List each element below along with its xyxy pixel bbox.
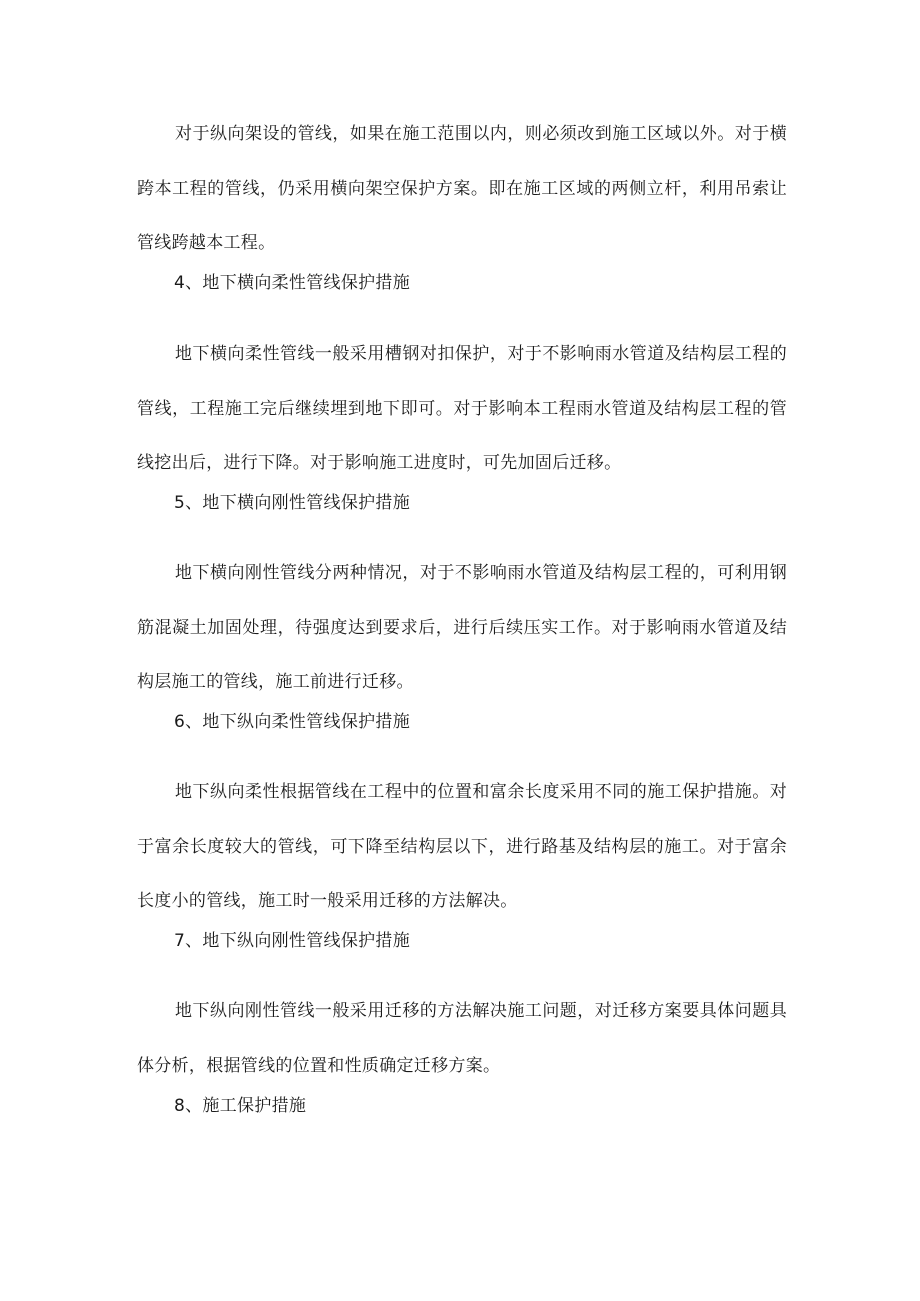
- paragraph-longitudinal-flexible: 地下纵向柔性根据管线在工程中的位置和富余长度采用不同的施工保护措施。对于富余长度较大的管线，可下降至结构层以下，进行路基及结构层的施工。对于富余长度小的管线，施工时一般采用迁移的方法解决。: [137, 782, 787, 911]
- paragraph-longitudinal-rigid: 地下纵向刚性管线一般采用迁移的方法解决施工问题，对迁移方案要具体问题具体分析，根据管线的位置和性质确定迁移方案。: [137, 1001, 787, 1076]
- section-heading-6: 6、地下纵向柔性管线保护措施: [174, 712, 411, 732]
- paragraph-transverse-rigid: 地下横向刚性管线分两种情况，对于不影响雨水管道及结构层工程的，可利用钢筋混凝土加固处理，待强度达到要求后，进行后续压实工作。对于影响雨水管道及结构层施工的管线，施工前进行迁移。: [137, 563, 787, 692]
- section-heading-7: 7、地下纵向刚性管线保护措施: [174, 931, 411, 951]
- section-heading-4: 4、地下横向柔性管线保护措施: [174, 273, 411, 293]
- section-heading-8: 8、施工保护措施: [174, 1096, 307, 1116]
- section-heading-5: 5、地下横向刚性管线保护措施: [174, 493, 411, 513]
- paragraph-transverse-flexible: 地下横向柔性管线一般采用槽钢对扣保护，对于不影响雨水管道及结构层工程的管线，工程施工完后继续埋到地下即可。对于影响本工程雨水管道及结构层工程的管线挖出后，进行下降。对于影响施工进度时，可先加固后迁移。: [137, 344, 787, 473]
- paragraph-aerial-pipeline: 对于纵向架设的管线，如果在施工范围以内，则必须改到施工区域以外。对于横跨本工程的管线，仍采用横向架空保护方案。即在施工区域的两侧立杆，利用吊索让管线跨越本工程。: [137, 124, 787, 253]
